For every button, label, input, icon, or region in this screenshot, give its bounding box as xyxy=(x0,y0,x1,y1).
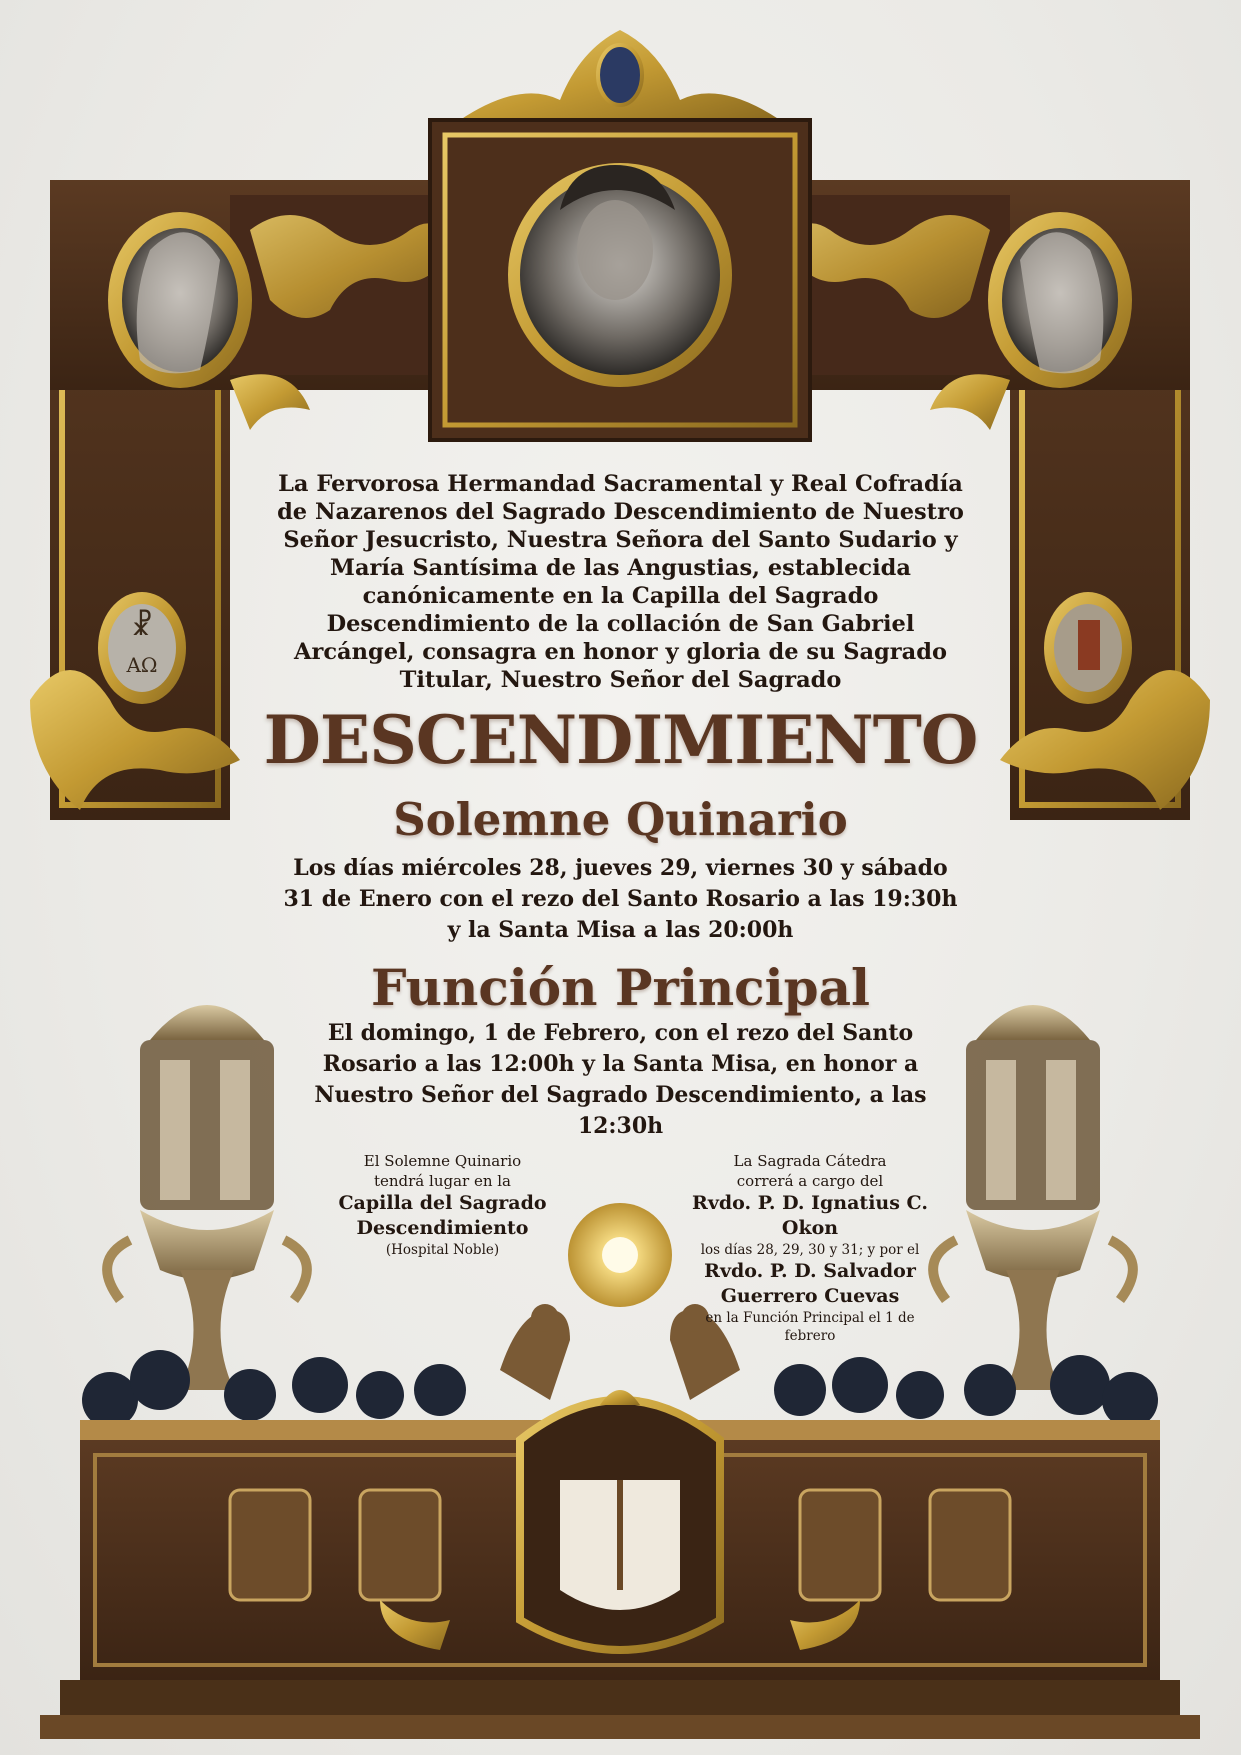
intro-paragraph: La Fervorosa Hermandad Sacramental y Real Cofradía de Nazarenos del Sagrado Descendimiento de Nuestro Señor Jesucristo, Nuestra Señora del Santo Sudario y María Santísima de las Angustias, establecida canónicamente en la Capilla del Sagrado Descendimiento de la collación de San Gabriel Arcángel, consagra en honor y gloria de su Sagrado Titular, Nuestro Señor del Sagrado xyxy=(277,471,964,693)
quinario-schedule-line: Los días miércoles 28, jueves 29, viernes 30 y sábado xyxy=(293,855,948,881)
right-oval-portrait xyxy=(988,212,1132,388)
top-crest xyxy=(460,30,780,120)
preachers-intro-line: La Sagrada Cátedra xyxy=(733,1152,887,1170)
left-chi-rho-medallion xyxy=(98,592,186,704)
monstrance-icon xyxy=(568,1185,672,1330)
quinario-schedule-line: 31 de Enero con el rezo del Santo Rosario a las 19:30h xyxy=(283,886,958,912)
preacher-days: en la Función Principal el 1 de febrero xyxy=(705,1310,915,1344)
left-oval-portrait xyxy=(108,212,252,388)
preachers-block xyxy=(690,1151,930,1345)
funcion-schedule: El domingo, 1 de Febrero, con el rezo del Santo Rosario a las 12:00h y la Santa Misa, en honor a Nuestro Señor del Sagrado Descendimiento, a las 12:30h xyxy=(314,1020,927,1139)
svg-text:☧: ☧ xyxy=(131,609,153,642)
preachers-intro-line: correrá a cargo del xyxy=(736,1172,884,1190)
preacher-days: los días 28, 29, 30 y 31; y por el xyxy=(700,1242,920,1258)
altar-body xyxy=(40,1390,1200,1739)
venue-name: Capilla del Sagrado Descendimiento xyxy=(338,1192,547,1239)
quinario-heading: Solemne Quinario xyxy=(393,793,848,846)
left-lantern xyxy=(107,945,307,1390)
quinario-schedule xyxy=(270,853,971,946)
center-medallion-box xyxy=(430,120,810,440)
venue-note: (Hospital Noble) xyxy=(385,1242,500,1258)
right-saint-medallion xyxy=(1044,592,1132,704)
funcion-heading: Función Principal xyxy=(371,958,870,1017)
venue-block xyxy=(320,1151,565,1259)
venue-intro-line: tendrá lugar en la xyxy=(373,1172,512,1190)
right-lantern xyxy=(933,945,1133,1390)
quinario-schedule-line: y la Santa Misa a las 20:00h xyxy=(447,917,794,943)
main-title: DESCENDIMIENTO xyxy=(263,701,978,779)
svg-text:AΩ: AΩ xyxy=(126,653,158,677)
preacher-name: Rvdo. P. D. Ignatius C. Okon xyxy=(692,1192,928,1239)
venue-intro-line: El Solemne Quinario xyxy=(363,1152,522,1170)
preacher-name: Rvdo. P. D. Salvador Guerrero Cuevas xyxy=(704,1260,916,1307)
